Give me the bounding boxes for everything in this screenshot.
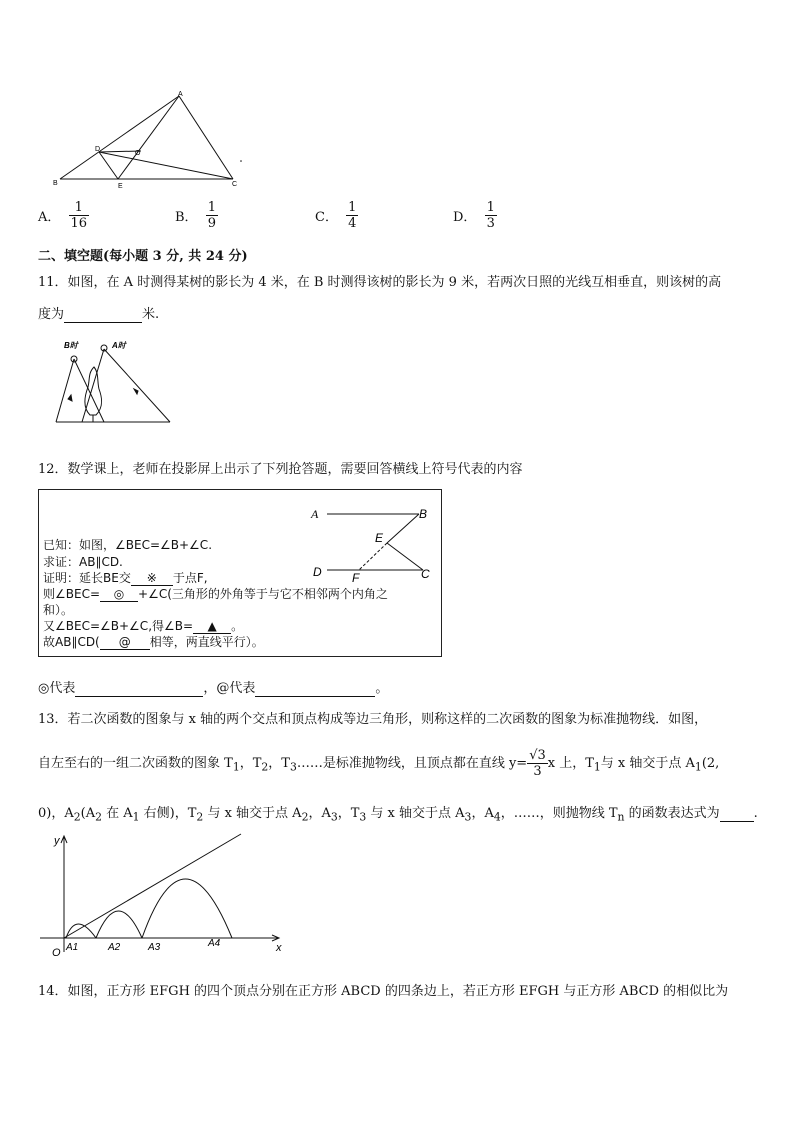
fig12-label-A: A [311,507,319,521]
label-D: D [95,146,101,153]
proof-text: 。 [231,619,244,633]
q11-answer-blank[interactable] [64,307,142,323]
sub: n [617,810,625,824]
q13-text: 与 x 轴交于点 A [366,806,465,821]
parabolas-figure [36,832,288,958]
axis-x-label: x [276,942,282,954]
sub: 3 [359,810,367,824]
blank-circle[interactable]: ◎ [100,587,138,602]
option-den: 4 [348,216,357,231]
answer-end: 。 [375,681,389,696]
q13-text: ，A [471,806,494,821]
label-C: C [232,181,238,188]
option-a [38,200,89,231]
option-label: A． [38,210,61,225]
q13-text: ，A [308,806,331,821]
axis-y-label: y [54,835,60,847]
a1-label: A1 [66,942,79,953]
q13-line1: 13．若二次函数的图象与 x 轴的两个交点和顶点构成等边三角形，则称这样的二次函数的图象为标准抛物线．如图， [38,712,708,727]
answer-label-circle: ◎代表 [38,681,76,696]
proof-line-3: 和）。 [43,603,74,617]
blank-at[interactable]: @ [100,635,150,650]
option-label: B． [175,210,198,225]
q13-text: ，T [268,756,290,771]
answer-label-at: ，@代表 [203,681,256,696]
q11-line2 [38,303,159,323]
q13-text: ，T [239,756,262,771]
sub: 2 [95,810,102,824]
sub: 1 [593,760,601,774]
q13-line3 [38,802,758,824]
q13-text: x 上，T [547,756,594,771]
parallel-lines-figure [309,504,441,584]
q11-text-a: 度为 [38,307,65,322]
fig12-label-F: F [352,571,360,584]
q13-text: 0)，A [38,806,74,821]
blank-star[interactable]: ※ [131,571,173,586]
proof-text: +∠C(三角形的外角等于与它不相邻两个内角之 [138,587,388,601]
proof-line-4 [43,617,243,634]
q14-line1: 14．如图，正方形 EFGH 的四个顶点分别在正方形 ABCD 的四条边上，若正方形 EFGH 与正方形 ABCD 的相似比为 [38,984,729,999]
sub: 2 [301,810,309,824]
proof-text: 又∠BEC=∠B+∠C,得∠B= [43,619,194,633]
option-num: 1 [69,200,90,216]
q13-text: . [753,806,758,821]
proof-text: 则∠BEC= [43,587,101,601]
q12-line1: 12．数学课上，老师在投影屏上出示了下列抢答题，需要回答横线上符号代表的内容 [38,462,523,477]
origin-label: O [52,947,61,958]
a-time-label: A时 [112,341,126,350]
fig12-label-B: B [419,507,428,521]
q13-text: (2, [701,756,720,771]
q13-text: ，T [337,806,360,821]
q13-text: (A [80,806,96,821]
proof-text: 于点F, [172,571,208,585]
option-num: 1 [486,200,495,215]
proof-text: 证明：延长BE交 [43,571,131,585]
option-b [175,200,218,231]
option-den: 3 [486,216,495,231]
q13-text: ，……，则抛物线 T [500,806,618,821]
tree-shadow-figure [52,337,174,427]
sub: 2 [261,760,269,774]
option-c [315,200,358,231]
option-num: 1 [207,200,216,215]
sub: 4 [493,810,501,824]
q13-text: 与 x 轴交于点 A [203,806,302,821]
q13-text: 的函数表达式为 [624,806,720,821]
sub: 1 [232,760,240,774]
blank-triangle[interactable]: ▲ [193,619,231,634]
b-time-label: B时 [64,341,78,350]
proof-line-5 [43,633,264,650]
frac-num: √3 [529,748,546,763]
proof-text: 故AB∥CD( [43,635,100,649]
label-B: B [53,180,58,187]
a4-label: A4 [208,938,221,949]
q12-answer-line [38,677,388,697]
option-d [453,200,497,231]
q11-text-b: 米. [142,307,160,322]
answer-blank-at[interactable] [255,681,375,697]
sub: 3 [464,810,472,824]
proof-line-2 [43,585,388,602]
q13-text: ……是标准抛物线，且顶点都在直线 y= [296,756,528,771]
q13-line2 [38,748,719,779]
sub: 3 [289,760,297,774]
label-O: O [135,150,141,157]
prove-line: 求证：AB∥CD. [43,555,123,569]
option-den: 16 [70,216,88,231]
option-num: 1 [348,200,357,215]
sub: 2 [196,810,204,824]
sub: 3 [330,810,338,824]
given-line: 已知：如图，∠BEC=∠B+∠C. [43,538,213,552]
a2-label: A2 [108,942,121,953]
proof-text: 相等，两直线平行）。 [149,635,264,649]
fig12-label-C: C [421,567,430,581]
section-heading: 二、填空题(每小题 3 分, 共 24 分) [38,249,248,264]
sub: 2 [73,810,81,824]
fig12-label-E: E [375,531,384,545]
a3-label: A3 [148,942,161,953]
sqrt3-over-3 [527,748,548,779]
option-label: C． [315,210,338,225]
label-A: A [178,91,183,98]
fig12-label-D: D [313,565,322,579]
q13-text: 在 A [101,806,133,821]
answer-blank-circle[interactable] [75,681,203,697]
q13-text: 与 x 轴交于点 A [600,756,695,771]
proof-line-1 [43,569,208,586]
frac-den: 3 [533,764,542,779]
q13-answer-blank[interactable] [720,806,754,822]
option-label: D． [453,210,477,225]
q11-line1: 11．如图，在 A 时测得某树的影长为 4 米，在 B 时测得该树的影长为 9 米，若两次日照的光线互相垂直，则该树的高 [38,275,722,290]
label-E: E [118,183,123,190]
q13-text: 右侧)，T [139,806,197,821]
sub: 1 [694,760,702,774]
option-den: 9 [207,216,216,231]
triangle-figure-q10 [48,88,248,194]
q13-text: 自左至右的一组二次函数的图象 T [38,756,233,771]
sub: 1 [132,810,140,824]
q12-proof-box [38,489,442,657]
